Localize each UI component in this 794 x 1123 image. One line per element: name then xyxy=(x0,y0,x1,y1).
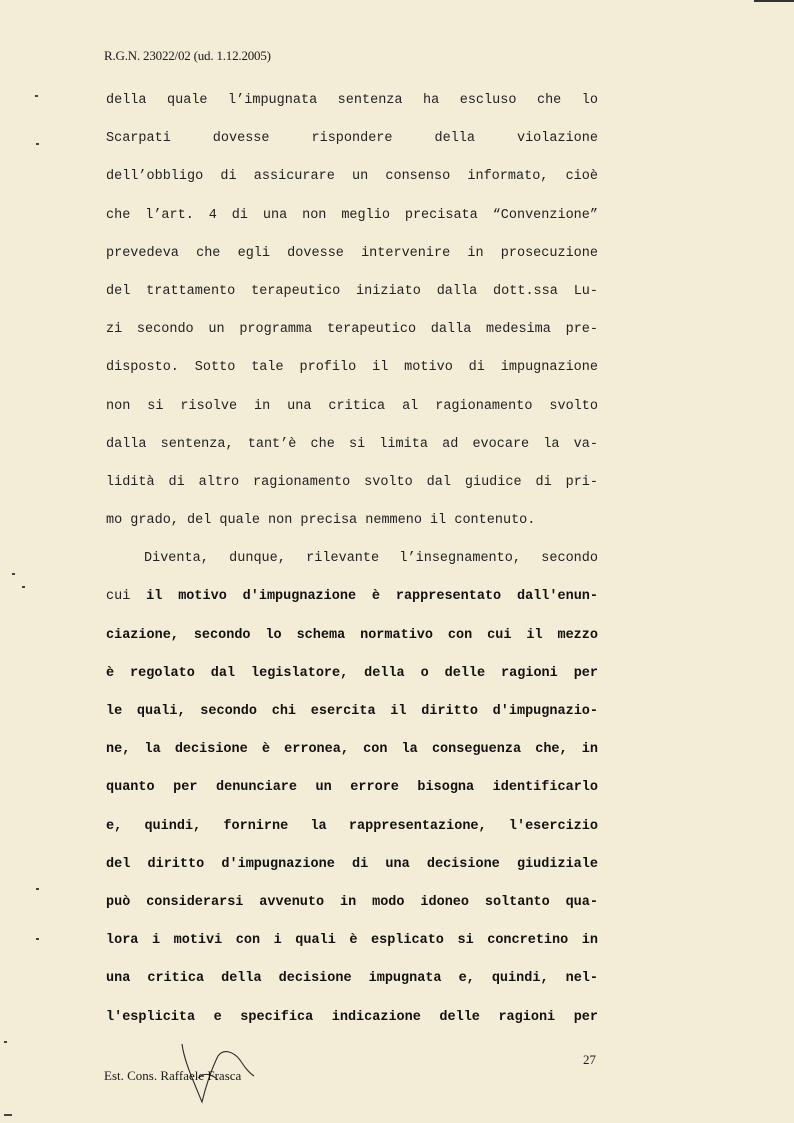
text-line-bold: è regolato dal legislatore, della o delle ragioni per xyxy=(106,665,598,681)
text-line: mo grado, del quale non precisa nemmeno il contenuto. xyxy=(106,513,536,529)
text-line: che l’art. 4 di una non meglio precisata “Convenzione” xyxy=(106,207,598,223)
body-text xyxy=(106,89,598,1044)
text-line: della quale l’impugnata sentenza ha escluso che lo xyxy=(106,93,598,108)
text-line-bold: le quali, secondo chi esercita il diritto d'impugnazio- xyxy=(106,704,598,719)
text-line-bold: l'esplicita e specifica indicazione delle ragioni per xyxy=(106,1009,598,1025)
judge-signature-line: Est. Cons. Raffaele Frasca xyxy=(104,1068,242,1083)
text-line: prevedeva che egli dovesse intervenire in prosecuzione xyxy=(106,245,598,261)
scan-speck xyxy=(12,573,15,575)
text-line: Scarpati dovesse rispondere della violazione xyxy=(106,131,598,147)
page-number: 27 xyxy=(583,1052,596,1067)
text-line-mixed xyxy=(106,585,598,623)
plain-run: cui xyxy=(106,589,147,605)
text-line: del trattamento terapeutico iniziato dalla dott.ssa Lu- xyxy=(106,283,598,299)
scan-speck xyxy=(36,143,39,145)
scan-speck xyxy=(22,586,25,588)
text-line: lidità di altro ragionamento svolto dal giudice di pri- xyxy=(106,474,598,490)
text-line: zi secondo un programma terapeutico dalla medesima pre- xyxy=(106,322,598,338)
scan-speck xyxy=(4,1114,12,1116)
text-line: disposto. Sotto tale profilo il motivo di impugnazione xyxy=(106,360,598,376)
scan-speck xyxy=(4,1041,7,1043)
case-reference: R.G.N. 23022/02 (ud. 1.12.2005) xyxy=(104,48,271,63)
text-line: dell’obbligo di assicurare un consenso informato, cioè xyxy=(106,169,598,185)
text-line: dalla sentenza, tant’è che si limita ad evocare la va- xyxy=(106,436,598,452)
text-line-bold: ne, la decisione è erronea, con la conseguenza che, in xyxy=(106,742,598,758)
text-line-bold: lora i motivi con i quali è esplicato si concretino in xyxy=(106,933,598,949)
bold-run: il motivo d'impugnazione è rappresentato dall'enun- xyxy=(146,589,598,605)
text-line: non si risolve in una critica al ragionamento svolto xyxy=(106,398,598,414)
text-line-bold: del diritto d'impugnazione di una decisione giudiziale xyxy=(106,856,598,872)
text-line-bold: e, quindi, fornirne la rappresentazione, l'esercizio xyxy=(106,818,598,834)
text-line-bold: una critica della decisione impugnata e, quindi, nel- xyxy=(106,971,598,987)
scan-speck xyxy=(35,95,38,97)
text-line-bold: può considerarsi avvenuto in modo idoneo soltanto qua- xyxy=(106,894,598,910)
text-line-bold: quanto per denunciare un errore bisogna identificarlo xyxy=(106,780,598,796)
text-line-bold: ciazione, secondo lo schema normativo con cui il mezzo xyxy=(106,627,598,643)
scan-edge-mark xyxy=(754,0,794,2)
scan-speck xyxy=(36,938,39,940)
text-line: Diventa, dunque, rilevante l’insegnamento, secondo xyxy=(144,551,598,567)
scan-speck xyxy=(36,888,39,890)
